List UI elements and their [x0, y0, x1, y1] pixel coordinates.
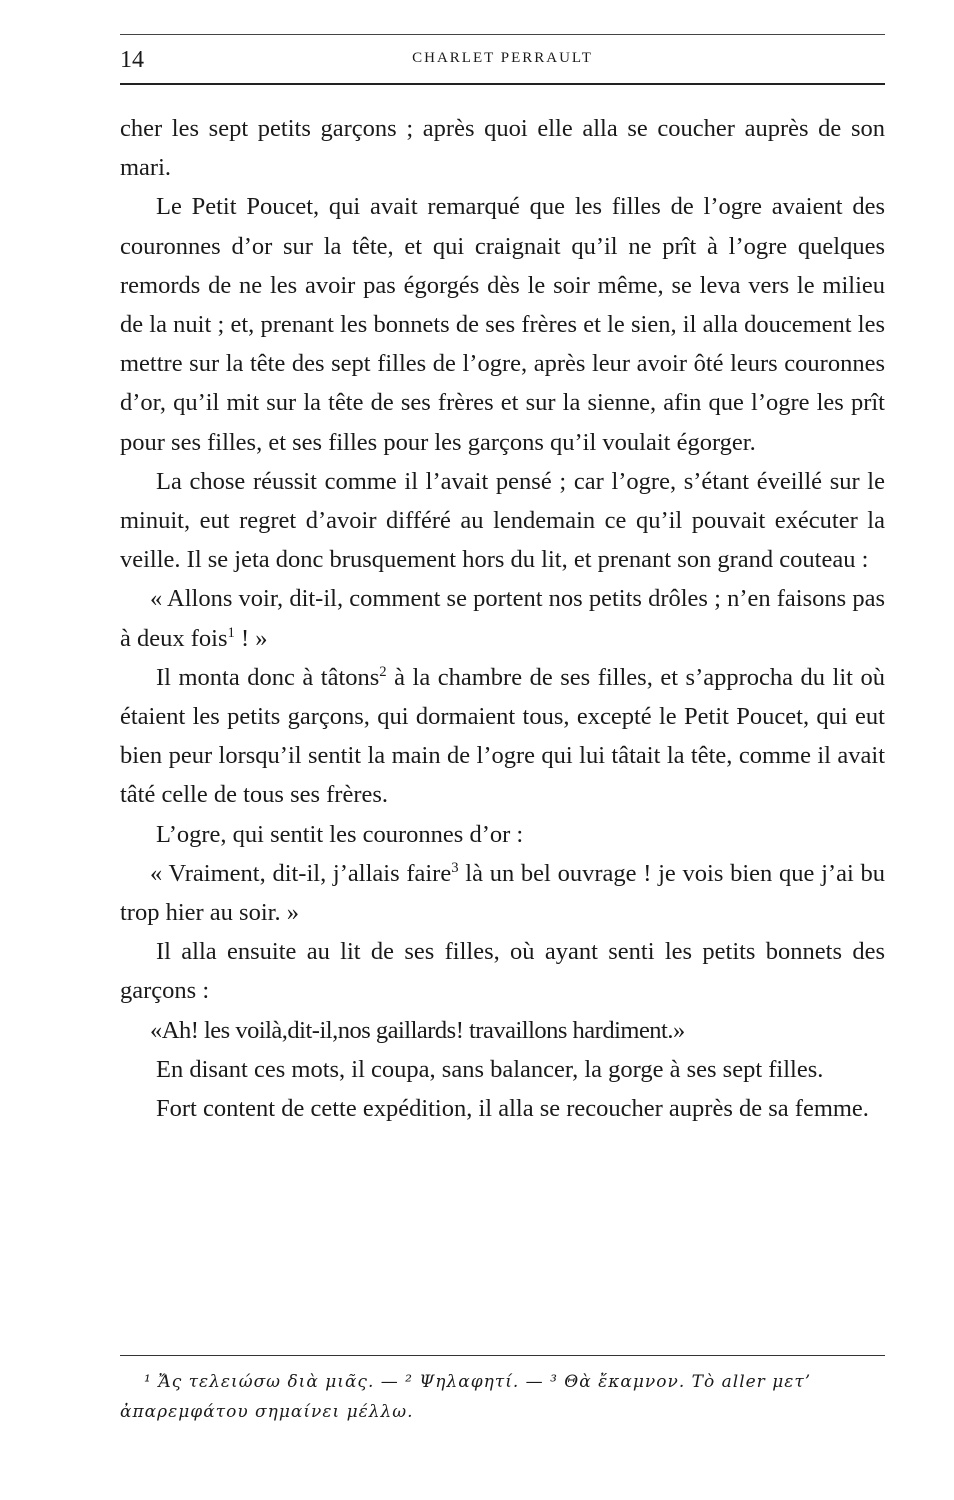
- footnote-rule: [120, 1355, 885, 1356]
- paragraph: L’ogre, qui sentit les couronnes d’or :: [156, 820, 524, 848]
- footnote-ref: 1: [227, 624, 235, 641]
- footnote-ref: 3: [451, 859, 459, 876]
- footnote-ref: 2: [379, 663, 387, 680]
- paragraph: [120, 579, 885, 657]
- paragraph-text: ! »: [234, 624, 268, 652]
- paragraph-text: « Allons voir, dit-il, comment se portent nos petits drôles ; n’en faisons pas à deux fois: [120, 585, 885, 652]
- footnote-text: ¹ Ἄς τελειώσω διὰ μιᾶς. — ² Ψηλαφητί. — ³ Θὰ ἔκαμνον. Τὸ aller μετ’ ἀπαρεμφάτου σημαίνει μέλλω.: [120, 1372, 812, 1422]
- page-header: [120, 46, 885, 76]
- running-title: CHARLET PERRAULT: [412, 50, 593, 66]
- body-text: [120, 109, 885, 1128]
- paragraph: [120, 658, 885, 815]
- paragraph-text: Il monta donc à tâtons: [156, 663, 380, 691]
- paragraph: La chose réussit comme il l’avait pensé ; car l’ogre, s’étant éveillé sur le minuit, eut regret d’avoir différé au lendemain ce qu’il pouvait exécuter la veille. Il se jeta donc brusquement hors du lit, et prenant son grand couteau :: [120, 467, 885, 574]
- paragraph: Le Petit Poucet, qui avait remarqué que les filles de l’ogre avaient des couronnes d’or sur la tête, et qui craignait qu’il ne prît à l’ogre quelques remords de ne les avoir pas égorgés dès le soir même, se leva vers le milieu de la nuit ; et, prenant les bonnets de ses frères et le sien, il alla doucement les mettre sur la tête des sept filles de l’ogre, après leur avoir ôté leurs couronnes d’or, qu’il mit sur la tête de ses frères et sur la sienne, afin que l’ogre les prît pour ses filles, et ses filles pour les garçons qu’il voulait égorger.: [120, 193, 885, 456]
- paragraph-text: à la chambre de ses filles, et s’approcha du lit où étaient les petits garçons, qui dormaient tous, excepté le Petit Poucet, qui eut bien peur lorsqu’il sentit la main de l’ogre qui lui tâtait la tête, comme il avait tâté celle de tous ses frères.: [120, 663, 885, 809]
- paragraph: Fort content de cette expédition, il alla se recoucher auprès de sa femme.: [156, 1095, 869, 1123]
- paragraph: «Ah! les voilà,dit-il,nos gaillards! travaillons hardiment.»: [150, 1016, 685, 1044]
- paragraph: cher les sept petits garçons ; après quoi elle alla se coucher auprès de son mari.: [120, 115, 885, 182]
- footnotes: [120, 1367, 885, 1427]
- paragraph-text: là un bel ouvrage ! je vois bien que j’ai bu trop hier au soir. »: [120, 859, 885, 927]
- top-rule: [120, 34, 885, 35]
- paragraph-text: « Vraiment, dit-il, j’allais faire: [150, 859, 452, 887]
- header-rule: [120, 83, 885, 85]
- paragraph: [120, 854, 885, 932]
- paragraph: Il alla ensuite au lit de ses filles, où ayant senti les petits bonnets des garçons :: [120, 938, 885, 1005]
- page-number: 14: [120, 47, 144, 73]
- paragraph: En disant ces mots, il coupa, sans balancer, la gorge à ses sept filles.: [156, 1055, 824, 1083]
